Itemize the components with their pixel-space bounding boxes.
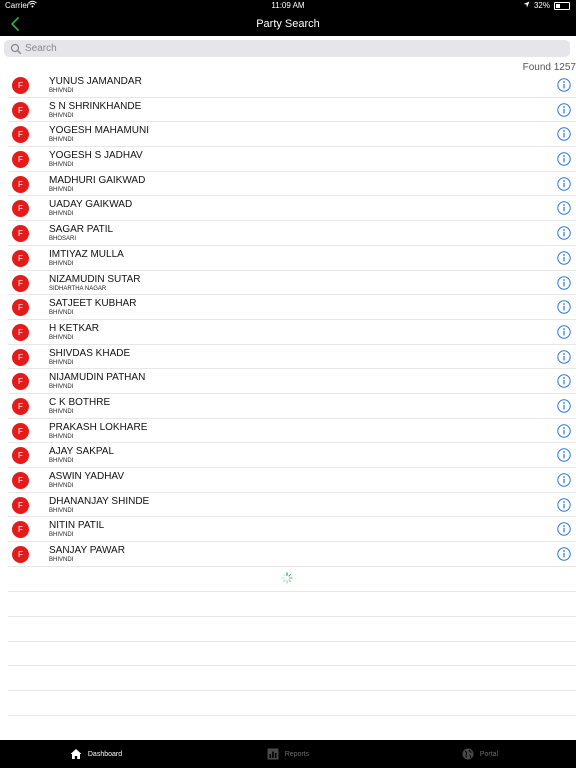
party-type-badge: F [12,398,29,415]
party-type-badge: F [12,521,29,538]
search-input[interactable] [25,43,545,54]
page-title: Party Search [256,18,320,30]
party-name: NIJAMUDIN PATHAN [49,372,146,384]
results-count: Found 1257 [522,62,576,73]
info-icon[interactable] [557,350,571,364]
party-row[interactable] [8,147,576,172]
info-icon[interactable] [557,498,571,512]
party-row[interactable] [8,98,576,123]
party-row[interactable] [8,542,576,567]
party-row[interactable] [8,196,576,221]
party-type-badge: F [12,77,29,94]
party-name: IMTIYAZ MULLA [49,248,124,260]
party-row[interactable] [8,73,576,98]
tab-bar [0,740,576,768]
reports-icon [267,748,279,760]
info-icon[interactable] [557,522,571,536]
tab-portal[interactable] [384,740,576,768]
empty-row-divider [8,690,576,691]
loading-spinner-icon [281,572,293,584]
party-name: YUNUS JAMANDAR [49,76,142,87]
party-name: DHANANJAY SHINDE [49,495,150,507]
party-location: BHIVNDI [49,88,74,94]
party-type-badge: F [12,151,29,168]
party-type-badge: F [12,250,29,267]
info-icon[interactable] [557,152,571,166]
status-right [523,0,570,12]
party-location: BHIVNDI [49,359,74,366]
party-type-badge: F [12,324,29,341]
info-icon[interactable] [557,276,571,290]
party-location: BHIVNDI [49,310,74,317]
empty-row-divider [8,665,576,666]
info-icon[interactable] [557,177,571,191]
party-row[interactable] [8,271,576,296]
empty-row-divider [8,715,576,716]
party-location: BHIVNDI [49,112,74,119]
party-location: BHIVNDI [49,384,74,391]
party-location: BHIVNDI [49,408,74,415]
party-location: BHOSARI [49,236,77,243]
party-name: MADHURI GAIKWAD [49,174,146,186]
tab-label: Portal [479,750,499,758]
party-type-badge: F [12,200,29,217]
party-row[interactable] [8,122,576,147]
party-name: SAGAR PATIL [49,224,114,236]
party-location: BHIVNDI [49,507,74,514]
party-name: S N SHRINKHANDE [49,100,142,112]
party-type-badge: F [12,497,29,514]
party-location: BHIVNDI [49,483,74,489]
party-row[interactable] [8,221,576,246]
party-name: SATJEET KUBHAR [49,298,137,310]
party-location: BHIVNDI [49,557,74,564]
battery-percent: 32% [533,1,550,10]
party-list [0,73,576,567]
tab-label: Dashboard [87,750,123,758]
party-location: BHIVNDI [49,532,74,539]
party-row[interactable] [8,443,576,468]
info-icon[interactable] [557,226,571,240]
party-type-badge: F [12,126,29,143]
info-icon[interactable] [557,127,571,141]
party-name: NITIN PATIL [49,520,105,532]
tab-dashboard[interactable] [0,740,192,768]
info-icon[interactable] [557,473,571,487]
location-icon [523,0,530,12]
info-icon[interactable] [557,251,571,265]
party-name: ASWIN YADHAV [49,471,125,482]
search-icon [10,43,22,55]
party-location: BHIVNDI [49,433,74,440]
empty-row-divider [8,591,576,592]
info-icon[interactable] [557,300,571,314]
home-icon [70,748,82,760]
party-location: BHIVNDI [49,260,74,267]
status-bar [0,0,576,12]
info-icon[interactable] [557,201,571,215]
party-location: SIDHARTHA NAGAR [49,285,107,292]
party-row[interactable] [8,419,576,444]
party-row[interactable] [8,468,576,493]
party-row[interactable] [8,517,576,542]
party-name: YOGESH S JADHAV [49,150,143,162]
party-name: AJAY SAKPAL [49,446,115,458]
party-row[interactable] [8,369,576,394]
info-icon[interactable] [557,374,571,388]
party-type-badge: F [12,373,29,390]
party-name: SANJAY PAWAR [49,545,125,557]
party-type-badge: F [12,447,29,464]
party-type-badge: F [12,349,29,366]
empty-row-divider [8,641,576,642]
globe-icon [462,748,474,760]
party-type-badge: F [12,546,29,563]
info-icon[interactable] [557,325,571,339]
party-name: UADAY GAIKWAD [49,199,133,211]
party-name: C K BOTHRE [49,396,111,408]
search-bar-container [0,36,576,60]
party-row[interactable] [8,295,576,320]
search-bar[interactable] [4,40,570,57]
info-icon[interactable] [557,424,571,438]
party-location: BHIVNDI [49,186,74,193]
party-location: BHIVNDI [49,162,74,169]
party-name: SHIVDAS KHADE [49,347,131,359]
party-type-badge: F [12,423,29,440]
party-type-badge: F [12,176,29,193]
party-row[interactable] [8,172,576,197]
navigation-bar [0,12,576,36]
party-name: PRAKASH LOKHARE [49,421,148,433]
party-row[interactable] [8,345,576,370]
info-icon[interactable] [557,547,571,561]
party-name: YOGESH MAHAMUNI [49,125,150,137]
party-location: BHIVNDI [49,334,74,341]
party-type-badge: F [12,299,29,316]
status-time: 11:09 AM [271,1,305,10]
party-location: BHIVNDI [49,137,74,144]
info-icon[interactable] [557,103,571,117]
info-icon[interactable] [557,448,571,462]
empty-row-divider [8,616,576,617]
party-type-badge: F [12,225,29,242]
party-type-badge: F [12,472,29,489]
tab-label: Reports [284,750,310,758]
party-name: NIZAMUDIN SUTAR [49,273,141,285]
party-row[interactable] [8,320,576,345]
party-row[interactable] [8,394,576,419]
tab-reports[interactable] [192,740,384,768]
party-row[interactable] [8,246,576,271]
party-type-badge: F [12,102,29,119]
battery-icon [554,2,570,10]
party-type-badge: F [12,275,29,292]
party-row[interactable] [8,493,576,518]
party-location: BHIVNDI [49,211,74,218]
party-name: H KETKAR [49,322,100,334]
info-icon[interactable] [557,78,571,92]
info-icon[interactable] [557,399,571,413]
carrier-label: Carrier [5,1,30,10]
party-location: BHIVNDI [49,458,74,465]
